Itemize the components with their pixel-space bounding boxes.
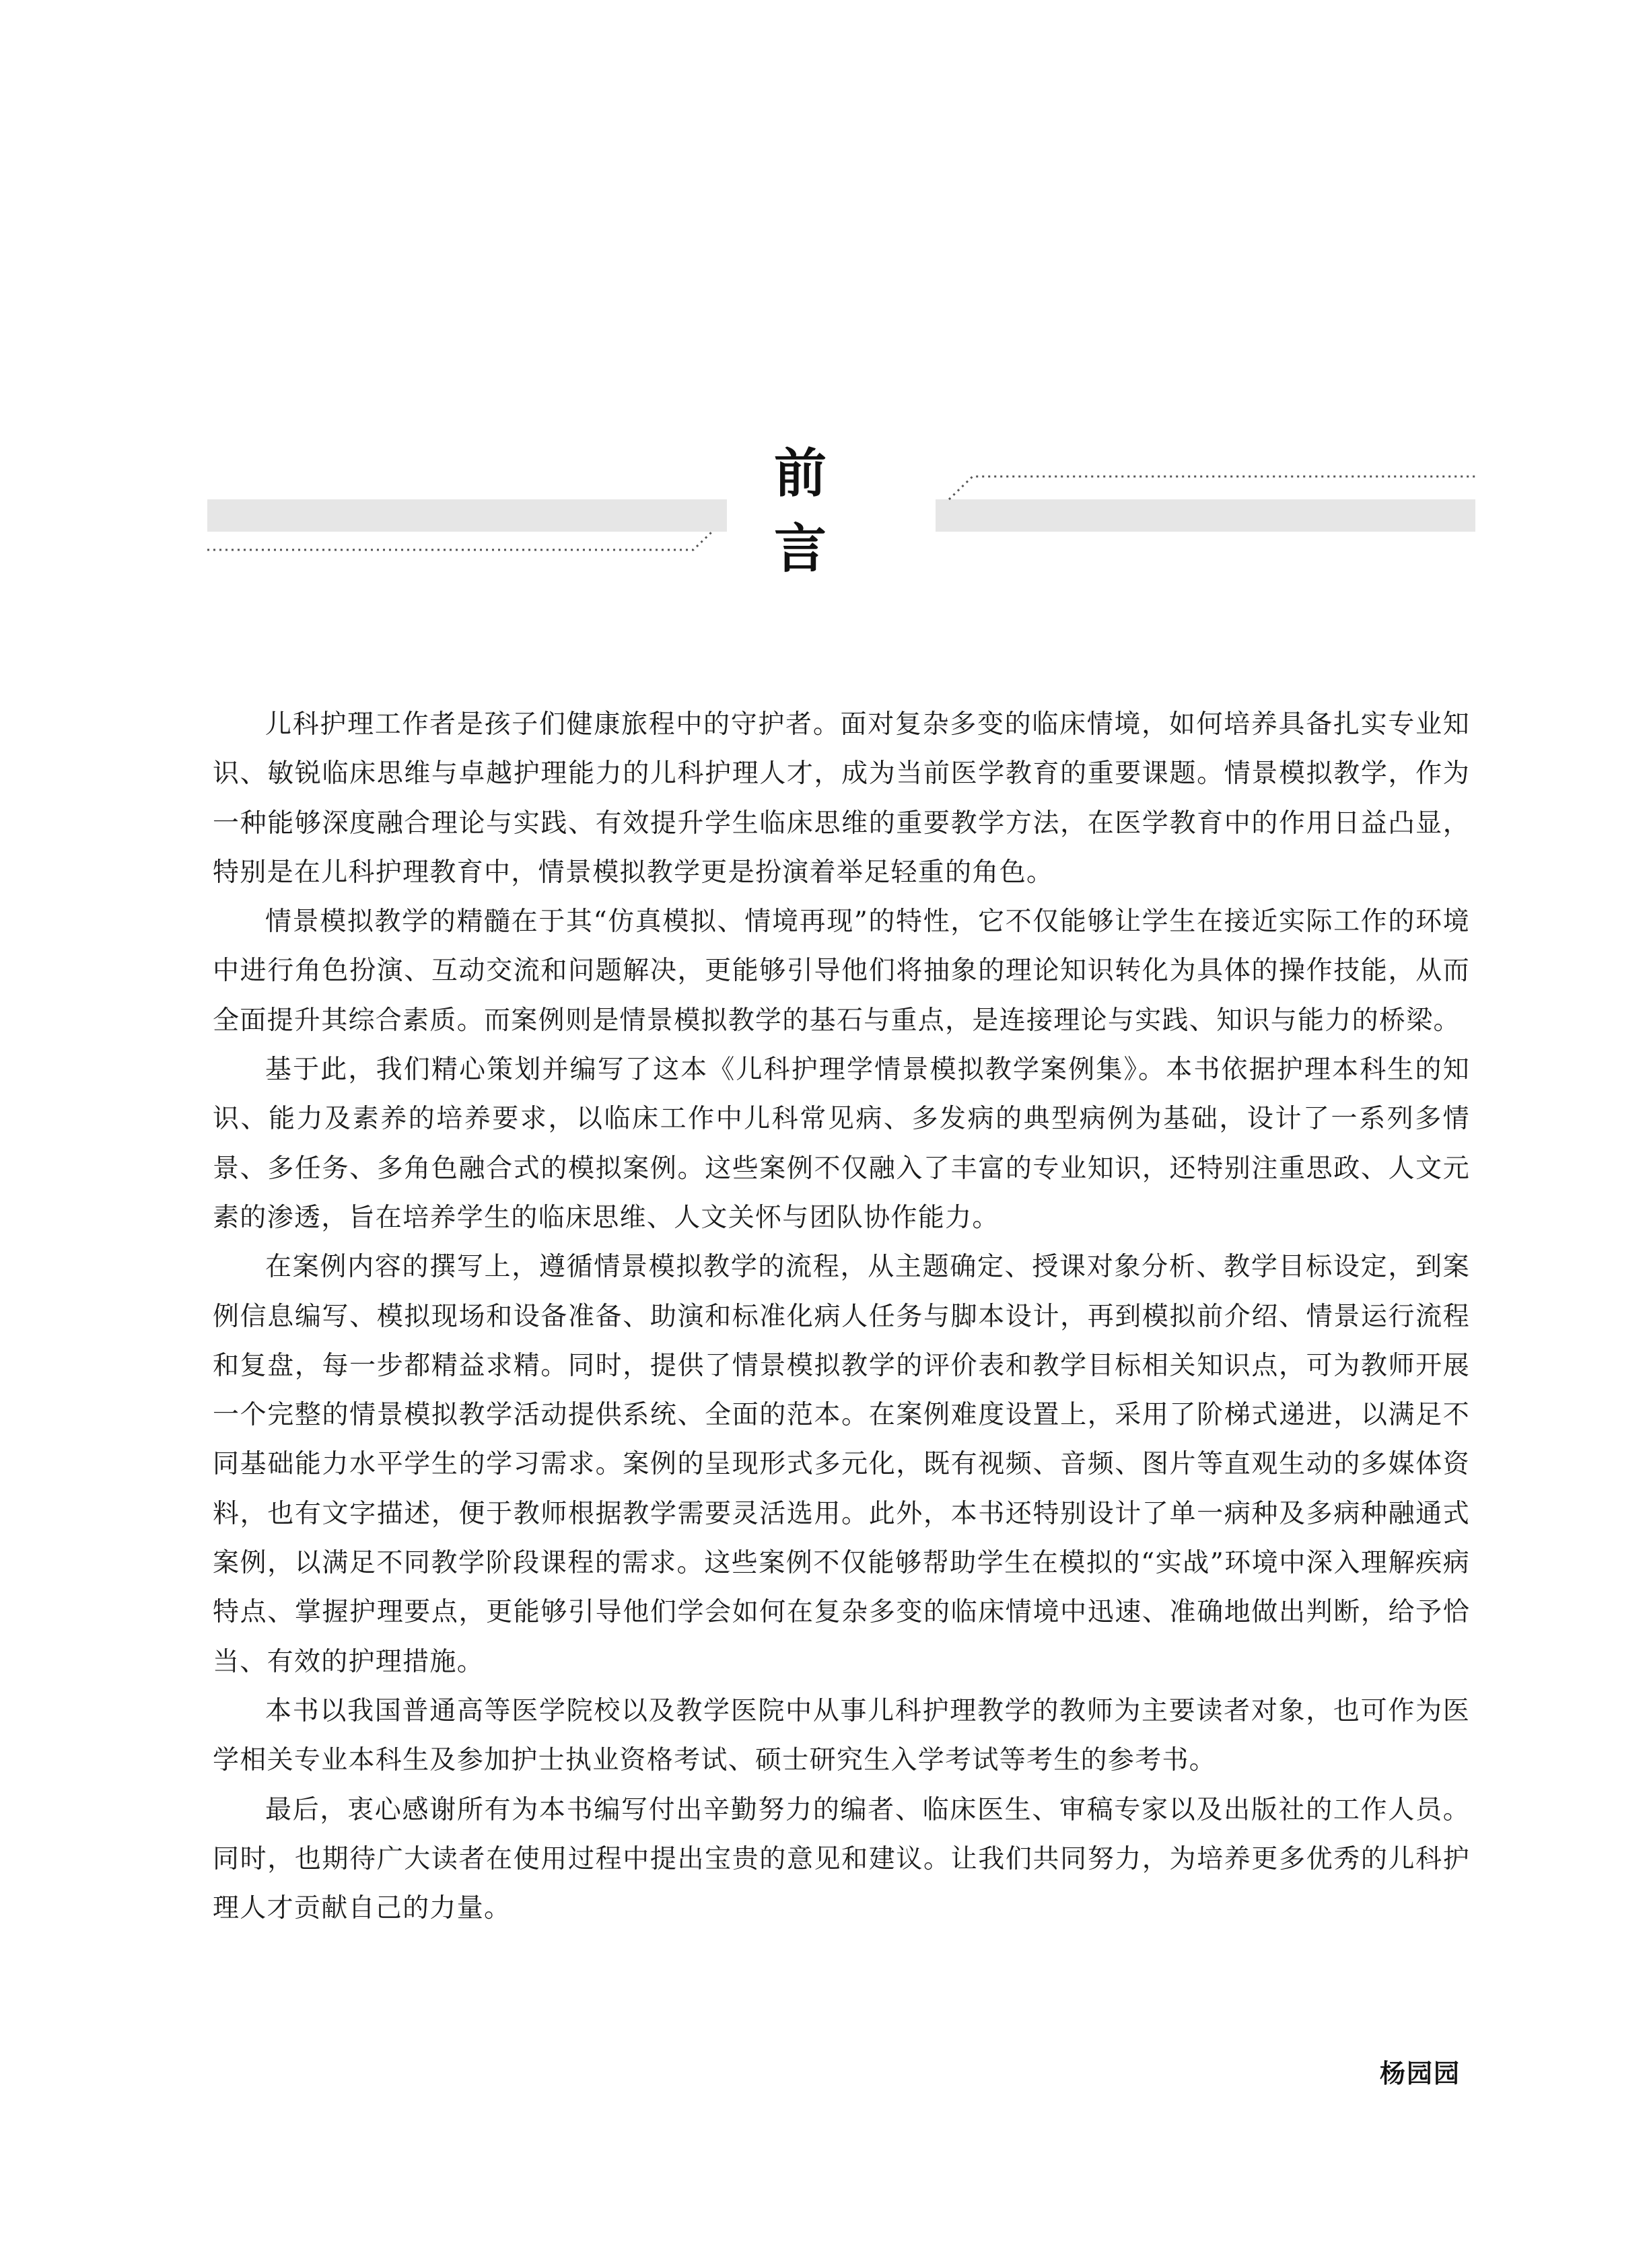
page-title: 前 言 [727,463,936,551]
paragraph-1: 儿科护理工作者是孩子们健康旅程中的守护者。面对复杂多变的临床情境，如何培养具备扎实专业知识、敏锐临床思维与卓越护理能力的儿科护理人才，成为当前医学教育的重要课题。情景模拟教学，作为一种能够深度融合理论与实践、有效提升学生临床思维的重要教学方法，在医学教育中的作用日益凸显，特别是在儿科护理教育中，情景模拟教学更是扮演着举足轻重的角色。 [213,709,1470,888]
paragraph-3: 基于此，我们精心策划并编写了这本《儿科护理学情景模拟教学案例集》。本书依据护理本科生的知识、能力及素养的培养要求，以临床工作中儿科常见病、多发病的典型病例为基础，设计了一系列多情景、多任务、多角色融合式的模拟案例。这些案例不仅融入了丰富的专业知识，还特别注重思政、人文元素的渗透，旨在培养学生的临床思维、人文关怀与团队协作能力。 [213,1055,1470,1233]
author-signature: 杨园园 [1379,2059,1461,2088]
preface-heading [0,0,1649,606]
bottom-dotted-line [207,532,712,550]
top-dotted-line [949,476,1475,499]
preface-body [213,700,1470,1933]
paragraph-6: 最后，衷心感谢所有为本书编写付出辛勤努力的编者、临床医生、审稿专家以及出版社的工作人员。同时，也期待广大读者在使用过程中提出宝贵的意见和建议。让我们共同努力，为培养更多优秀的儿科护理人才贡献自己的力量。 [213,1794,1470,1924]
paragraph-2: 情景模拟教学的精髓在于其“仿真模拟、情境再现”的特性，它不仅能够让学生在接近实际工作的环境中进行角色扮演、互动交流和问题解决，更能够引导他们将抽象的理论知识转化为具体的操作技能，从而全面提升其综合素质。而案例则是情景模拟教学的基石与重点，是连接理论与实践、知识与能力的桥梁。 [213,907,1470,1036]
paragraph-5: 本书以我国普通高等医学院校以及教学医院中从事儿科护理教学的教师为主要读者对象，也可作为医学相关专业本科生及参加护士执业资格考试、硕士研究生入学考试等考生的参考书。 [213,1695,1470,1776]
paragraph-4: 在案例内容的撰写上，遵循情景模拟教学的流程，从主题确定、授课对象分析、教学目标设定，到案例信息编写、模拟现场和设备准备、助演和标准化病人任务与脚本设计，再到模拟前介绍、情景运行流程和复盘，每一步都精益求精。同时，提供了情景模拟教学的评价表和教学目标相关知识点，可为教师开展一个完整的情景模拟教学活动提供系统、全面的范本。在案例难度设置上，采用了阶梯式递进，以满足不同基础能力水平学生的学习需求。案例的呈现形式多元化，既有视频、音频、图片等直观生动的多媒体资料，也有文字描述，便于教师根据教学需要灵活选用。此外，本书还特别设计了单一病种及多病种融通式案例，以满足不同教学阶段课程的需求。这些案例不仅能够帮助学生在模拟的“实战”环境中深入理解疾病特点、掌握护理要点，更能够引导他们学会如何在复杂多变的临床情境中迅速、准确地做出判断，给予恰当、有效的护理措施。 [213,1252,1470,1677]
